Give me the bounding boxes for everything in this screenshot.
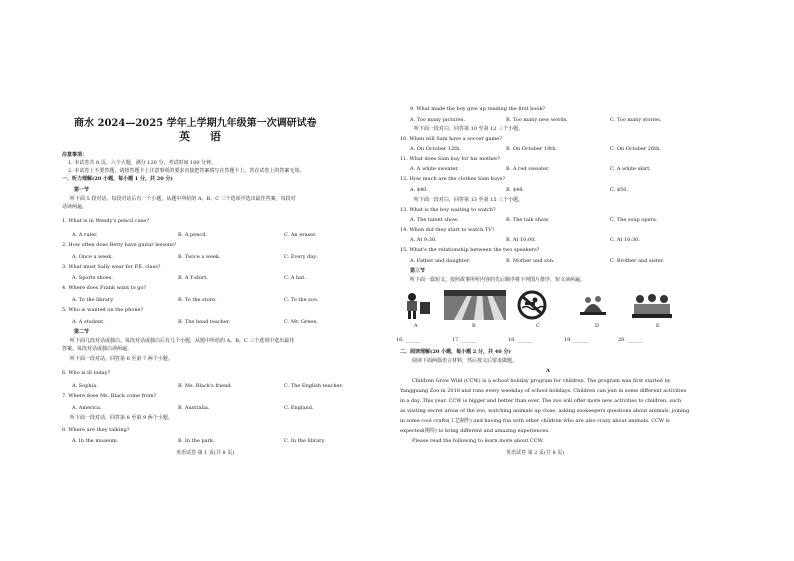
subject-title: 英 语 (179, 130, 229, 143)
q7-option-a: A. America. (72, 405, 102, 411)
q11-option-b: B. A red sweater. (506, 166, 550, 172)
q4-option-c: C. To the zoo. (284, 297, 319, 303)
question-15: 15. What's the relationship between the two speakers? (400, 247, 540, 253)
q3-option-b: B. A T-shirt. (178, 275, 208, 281)
picture-d (576, 290, 610, 320)
q5-option-c: C. Mr. Green. (284, 319, 319, 325)
q12-option-b: B. $48. (506, 187, 524, 193)
q2-option-a: A. Once a week. (72, 254, 113, 260)
section-2-instructions: 阅读下面两篇语言材料，然后按文后要求做题。 (412, 358, 518, 364)
part-1-instructions-cont: 话读两遍。 (62, 204, 88, 210)
q14-option-c: C. At 10:30. (610, 237, 640, 243)
q6-option-b: B. Ms. Black's friend. (178, 383, 233, 389)
q9-option-b: B. Too many new words. (506, 117, 568, 123)
answer-blank-19: 19. ______ (564, 337, 589, 343)
q15-option-c: C. Brother and sister. (610, 258, 665, 264)
section-1-heading: 一、听力理解(20 小题，每小题 1 分，共 20 分) (62, 176, 173, 182)
question-1: 1. What is in Wendy's pencil case? (62, 218, 149, 224)
left-page (62, 0, 372, 561)
q9-option-c: C. Too many stories. (610, 117, 662, 123)
q10-option-c: C. On October 26th. (610, 146, 661, 152)
part-1-heading: 第一节 (74, 187, 90, 193)
q7-option-b: B. Australia. (178, 405, 210, 411)
picture-label-b: B (472, 323, 476, 329)
passage-line-1: Children Grow Wild (CCW) is a school holiday program for children. The program was first started by (412, 378, 671, 384)
q1-option-b: B. A pencil. (178, 232, 208, 238)
q9-option-a: A. Too many pictures. (410, 117, 466, 123)
answer-blank-20: 20. ______ (618, 337, 643, 343)
exam-title: 商水 2024—2025 学年上学期九年级第一次调研试卷 (74, 118, 317, 129)
picture-c-no-swimming-sign (515, 290, 549, 320)
q10-option-b: B. On October 19th. (506, 146, 558, 152)
q3-option-c: C. A hat. (284, 275, 306, 281)
answer-blank-18: 18. ______ (508, 337, 533, 343)
q8-option-b: B. In the park. (178, 438, 215, 444)
dialogue-6-7-instruction: 听下面一段对话，回答第 6 至第 7 两个小题。 (70, 356, 173, 362)
answer-blank-16: 16. ______ (396, 337, 421, 343)
picture-label-c: C (536, 323, 540, 329)
q5-option-b: B. The head teacher. (178, 319, 231, 325)
q3-option-a: A. Sports shoes. (72, 275, 113, 281)
q15-option-a: A. Father and daughter. (410, 258, 471, 264)
q4-option-a: A. To the library. (72, 297, 115, 303)
q4-option-b: B. To the store. (178, 297, 217, 303)
question-13: 13. What is the boy waiting to watch? (400, 207, 496, 213)
question-7: 7. Where does Ms. Black come from? (62, 393, 157, 399)
q13-option-b: B. The talk show. (506, 217, 550, 223)
question-3: 3. What must Sally wear for P.E. class? (62, 264, 161, 270)
question-2: 2. How often does Betty have guitar lessons? (62, 242, 177, 248)
answer-blank-17: 17. ______ (452, 337, 477, 343)
passage-line-4: as visiting secret areas of the zoo, watching animals up close, asking zookeepers questions about animals, joining (400, 408, 690, 414)
q15-option-b: B. Mother and son. (506, 258, 555, 264)
q8-option-c: C. In the library. (284, 438, 326, 444)
note-2: 2. 本试卷上不要答题，请按答题卡上注意事项的要求直接把答案填写在答题卡上。答在试卷上的答案无效。 (68, 168, 305, 174)
q10-option-a: A. On October 12th. (410, 146, 461, 152)
q8-option-a: A. In the museum. (72, 438, 119, 444)
q14-option-b: B. At 10:00. (506, 237, 536, 243)
part-2-heading: 第二节 (74, 329, 90, 335)
part-1-instructions: 听下面 5 段对话。每段对话后有一个小题，从题中所给的 A、B、C 三个选项中选出最佳答案。每段对 (70, 196, 296, 202)
note-1: 1. 本试卷共 8 页，六个大题，满分 120 分，考试时间 100 分钟。 (68, 160, 217, 166)
picture-a (400, 290, 434, 320)
question-12: 12. How much are the clothes Sam buys? (400, 176, 506, 182)
picture-label-a: A (414, 323, 418, 329)
part-3-heading: 第三节 (410, 268, 426, 274)
dialogue-10-12-instruction: 听下面一段对白，回答第 10 至第 12 三个小题。 (414, 126, 524, 132)
q6-option-a: A. Sophia. (72, 383, 98, 389)
question-14: 14. When did they start to watch TV? (400, 227, 495, 233)
q7-option-c: C. England. (284, 405, 314, 411)
question-5: 5. Who is wanted on the phone? (62, 307, 144, 313)
dialogue-13-15-instruction: 听下面一段对白，回答第 13 至第 15 三个小题。 (414, 197, 524, 203)
q6-option-c: C. The English teacher. (284, 383, 343, 389)
q2-option-c: C. Every day. (284, 254, 317, 260)
q2-option-b: B. Twice a week. (178, 254, 221, 260)
q1-option-c: C. An eraser. (284, 232, 317, 238)
passage-line-5: in some cool crafts(工艺制作) and having fun with other children who are also crazy about animals. CCW is (400, 418, 670, 424)
part-2-instructions: 听下面几段对话或独白。每段对话或独白后有几个小题，从题中所给的 A、B、C 三个选项中选出最佳 (70, 338, 295, 344)
page-footer: 英语试卷 第 2 页(共 8 页) (506, 450, 565, 456)
dialogue-8-9-instruction: 听下面一段对话，回答第 8 至第 9 两个小题。 (70, 415, 173, 421)
q1-option-a: A. A ruler. (72, 232, 98, 238)
question-11: 11. What does Sam buy for his mother? (400, 156, 501, 162)
question-8: 8. Where are they talking? (62, 427, 130, 433)
passage-a-label: A (546, 368, 550, 374)
passage-line-6: expected(期待) to bring different and amazing experiences. (400, 428, 550, 434)
section-2-heading: 二、阅读理解(20 小题，每小题 2 分，共 40 分) (400, 349, 511, 355)
passage-line-7: Please read the following to learn more about CCW. (412, 438, 544, 444)
page-footer: 英语试卷 第 1 页(共 8 页) (176, 450, 235, 456)
q5-option-a: A. A student. (72, 319, 105, 325)
picture-e (630, 290, 674, 320)
question-6: 6. Who is ill today? (62, 370, 111, 376)
q12-option-c: C. $50. (610, 187, 628, 193)
passage-line-2: Yangguang Zoo in 2018 and runs every weekday of school holidays. Children can join in some different activities (400, 388, 687, 394)
q13-option-c: C. The soap opera. (610, 217, 658, 223)
q11-option-a: A. A white sweater. (410, 166, 459, 172)
question-10: 10. When will Sam have a soccer game? (400, 136, 502, 142)
q13-option-a: A. The talent show. (410, 217, 459, 223)
picture-label-e: E (656, 323, 660, 329)
q11-option-c: C. A white skirt. (610, 166, 651, 172)
question-4: 4. Where does Frank want to go? (62, 285, 147, 291)
part-3-instructions: 听下面一篇短文。按照故事所听内容的先后顺序将下列图片排序，短文读两遍。 (410, 277, 586, 283)
right-page (396, 0, 700, 561)
notes-heading: 注意事项： (62, 152, 88, 158)
q14-option-a: A. At 9:30. (410, 237, 437, 243)
picture-label-d: D (595, 323, 600, 329)
picture-b (444, 290, 506, 320)
passage-line-3: in a day. This year, CCW is bigger and better than ever. The zoo will offer more new activities to children, such (400, 398, 682, 404)
part-2-instructions-cont: 答案。每段对话或独白读两遍。 (62, 346, 133, 352)
question-9: 9. What made the boy give up reading the first book? (410, 106, 546, 112)
q12-option-a: A. $40. (410, 187, 428, 193)
